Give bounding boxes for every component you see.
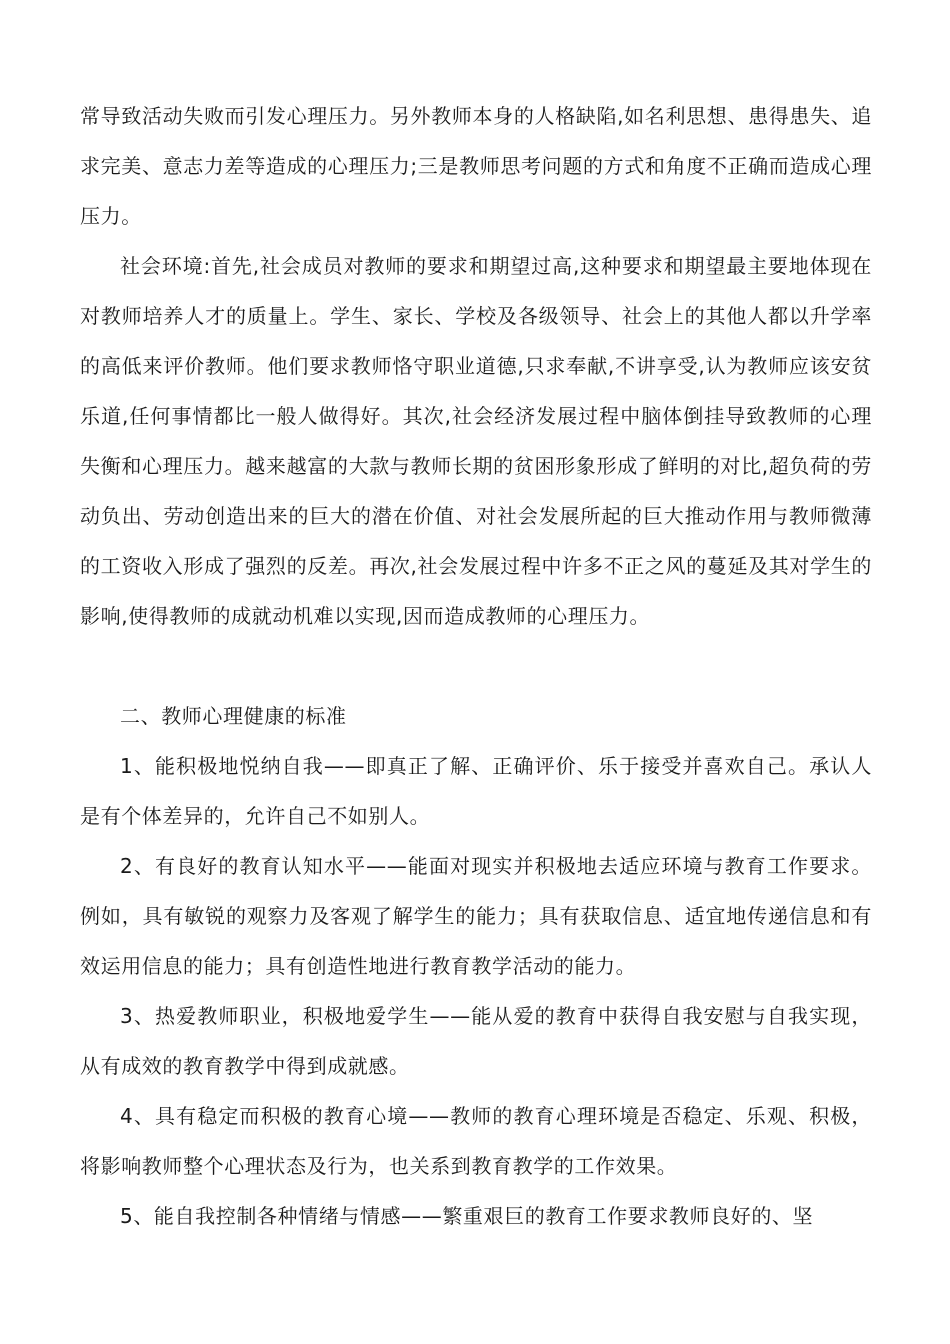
list-item-standard-3: 3、热爱教师职业，积极地爱学生——能从爱的教育中获得自我安慰与自我实现，从有成效的教育教学中得到成就感。 xyxy=(80,1004,872,1078)
list-item-standard-4: 4、具有稳定而积极的教育心境——教师的教育心理环境是否稳定、乐观、积极，将影响教师整个心理状态及行为，也关系到教育教学的工作效果。 xyxy=(80,1104,872,1178)
list-item-standard-1: 1、能积极地悦纳自我——即真正了解、正确评价、乐于接受并喜欢自己。承认人是有个体差异的，允许自己不如别人。 xyxy=(80,754,872,828)
paragraph-stress-causes-continued: 常导致活动失败而引发心理压力。另外教师本身的人格缺陷,如名利思想、患得患失、追求完美、意志力差等造成的心理压力;三是教师思考问题的方式和角度不正确而造成心理压力。 xyxy=(80,104,872,228)
section-heading-mental-health-standards: 二、教师心理健康的标准 xyxy=(120,704,347,728)
list-item-standard-2: 2、有良好的教育认知水平——能面对现实并积极地去适应环境与教育工作要求。例如，具有敏锐的观察力及客观了解学生的能力；具有获取信息、适宜地传递信息和有效运用信息的能力；具有创造性地进行教育教学活动的能力。 xyxy=(80,854,872,978)
paragraph-social-environment: 社会环境:首先,社会成员对教师的要求和期望过高,这种要求和期望最主要地体现在对教师培养人才的质量上。学生、家长、学校及各级领导、社会上的其他人都以升学率的高低来评价教师。他们要求教师恪守职业道德,只求奉献,不讲享受,认为教师应该安贫乐道,任何事情都比一般人做得好。其次,社会经济发展过程中脑体倒挂导致教师的心理失衡和心理压力。越来越富的大款与教师长期的贫困形象形成了鲜明的对比,超负荷的劳动负出、劳动创造出来的巨大的潜在价值、对社会发展所起的巨大推动作用与教师微薄的工资收入形成了强烈的反差。再次,社会发展过程中许多不正之风的蔓延及其对学生的影响,使得教师的成就动机难以实现,因而造成教师的心理压力。 xyxy=(80,254,872,628)
list-item-standard-5: 5、能自我控制各种情绪与情感——繁重艰巨的教育工作要求教师良好的、坚 xyxy=(120,1204,814,1228)
